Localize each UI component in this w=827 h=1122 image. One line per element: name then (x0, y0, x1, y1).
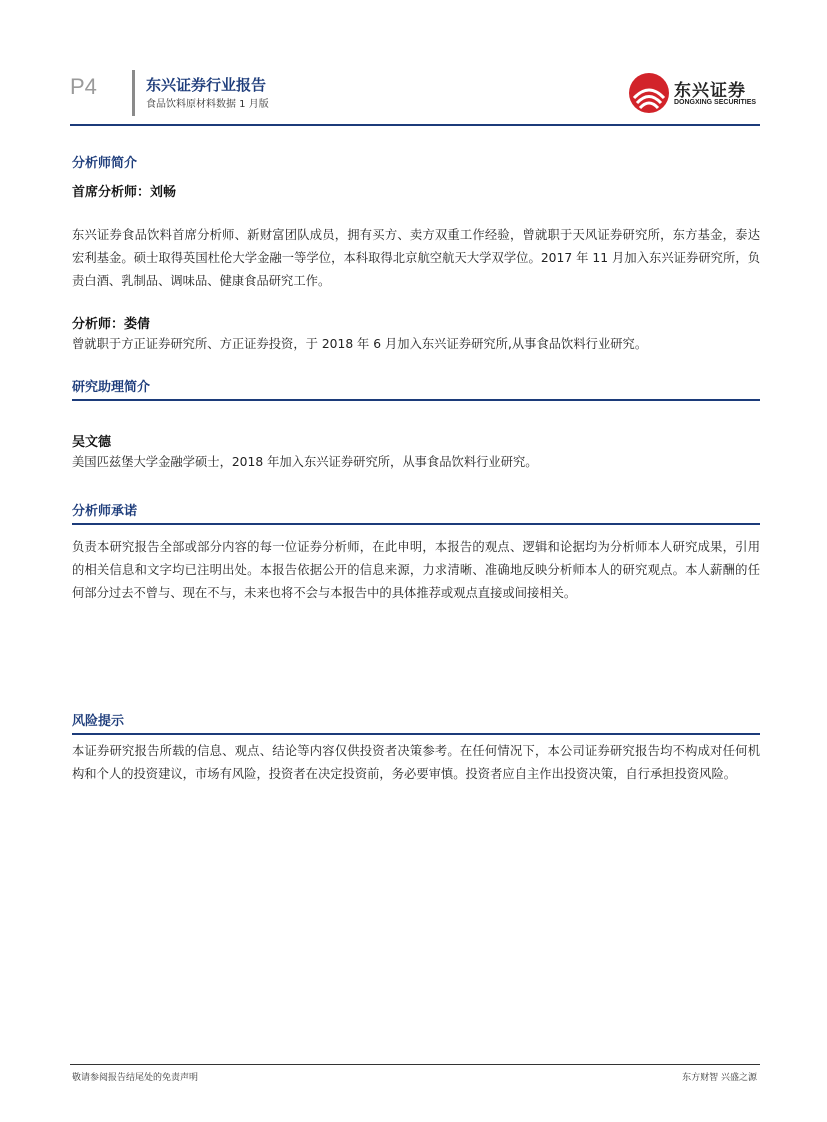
assistant-name: 吴文德 (72, 435, 112, 450)
section-heading: 研究助理简介 (72, 376, 760, 401)
logo-name: 东兴证券 (674, 81, 746, 101)
commitment-text: 负责本研究报告全部或部分内容的每一位证券分析师，在此申明，本报告的观点、逻辑和论据均为分析师本人研究成果，引用的相关信息和文字均已注明出处。本报告依据公开的信息来源，力求清晰、准确地反映分析师本人的研究观点。本人薪酬的任何部分过去不曾与、现在不与，未来也将不会与本报告中的具体推荐或观点直接或间接相关。 (72, 540, 760, 600)
page-header (70, 66, 760, 124)
header-divider (132, 70, 135, 116)
assistant-intro-section (72, 376, 760, 474)
header-rule (70, 124, 760, 126)
analyst-bio: 曾就职于方正证券研究所、方正证券投资，于 2018 年 6 月加入东兴证券研究所,从事食品饮料行业研究。 (72, 337, 648, 351)
chief-analyst-name: 首席分析师：刘畅 (72, 185, 177, 200)
chief-analyst-bio: 东兴证券食品饮料首席分析师、新财富团队成员，拥有买方、卖方双重工作经验，曾就职于天风证券研究所，东方基金，泰达宏利基金。硕士取得英国杜伦大学金融一等学位，本科取得北京航空航天大学双学位。2017 年 11 月加入东兴证券研究所，负责白酒、乳制品、调味品、健康食品研究工作。 (72, 228, 760, 288)
risk-section (72, 710, 760, 786)
analyst-name: 分析师：娄倩 (72, 317, 151, 332)
section-heading: 分析师简介 (72, 156, 138, 171)
analyst-intro-section (72, 152, 760, 356)
assistant-bio: 美国匹兹堡大学金融学硕士，2018 年加入东兴证券研究所，从事食品饮料行业研究。 (72, 455, 538, 469)
report-subtitle: 食品饮料原材料数据 1 月版 (146, 99, 269, 110)
risk-text: 本证券研究报告所载的信息、观点、结论等内容仅供投资者决策参考。在任何情况下，本公司证券研究报告均不构成对任何机构和个人的投资建议，市场有风险，投资者在决定投资前，务必要审慎。投资者应自主作出投资决策，自行承担投资风险。 (72, 744, 760, 781)
commitment-section (72, 500, 760, 605)
section-heading: 分析师承诺 (72, 500, 760, 525)
section-heading: 风险提示 (72, 710, 760, 735)
dongxing-logo-icon (628, 72, 670, 114)
page-number: P4 (70, 74, 97, 99)
footer-disclaimer-note: 敬请参阅报告结尾处的免责声明 (72, 1073, 199, 1083)
logo-english-name: DONGXING SECURITIES (674, 99, 757, 106)
footer-rule (70, 1064, 760, 1065)
dongxing-logo (628, 72, 758, 116)
footer-slogan: 东方财智 兴盛之源 (682, 1073, 757, 1083)
report-brand-title: 东兴证券行业报告 (146, 76, 267, 94)
